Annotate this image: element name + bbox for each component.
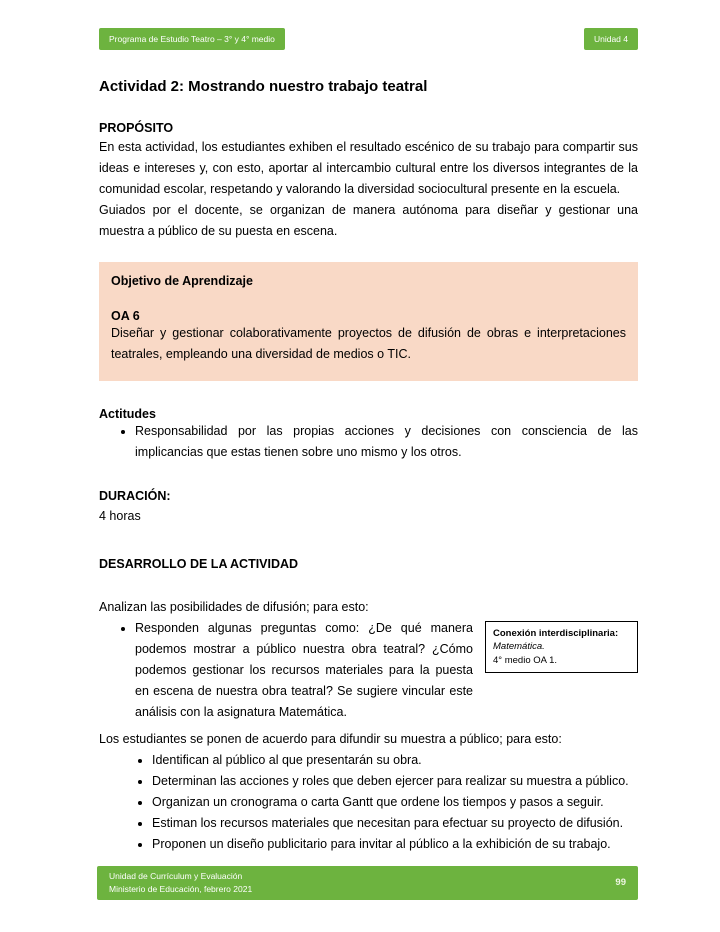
desarrollo-step-item: • Determinan las acciones y roles que deben ejercer para realizar su muestra a público.	[152, 771, 638, 792]
actitudes-heading: Actitudes	[99, 407, 156, 421]
desarrollo-step-item: • Organizan un cronograma o carta Gantt que ordene los tiempos y pasos a seguir.	[152, 792, 638, 813]
conexion-detail: 4° medio OA 1.	[493, 654, 557, 666]
desarrollo-steps-list	[99, 750, 638, 855]
desarrollo-intro-2: Los estudiantes se ponen de acuerdo para difundir su muestra a público; para esto:	[99, 732, 562, 746]
program-badge: Programa de Estudio Teatro – 3° y 4° medio	[99, 28, 285, 50]
desarrollo-row	[99, 618, 638, 723]
objetivo-text: Diseñar y gestionar colaborativamente proyectos de difusión de obras e interpretaciones teatrales, empleando una diversidad de medios o TIC.	[111, 326, 626, 361]
desarrollo-step-item: • Identifican al público al que presentarán su obra.	[152, 750, 638, 771]
conexion-title: Conexión interdisciplinaria:	[493, 628, 619, 639]
footer-institution	[109, 870, 252, 896]
unit-badge: Unidad 4	[584, 28, 638, 50]
proposito-paragraph-1: En esta actividad, los estudiantes exhiben el resultado escénico de su trabajo para compartir sus ideas e intereses y, con esto, aportar al intercambio cultural entre los diversos integrantes de la comunidad escolar, respetando y valorando la diversidad sociocultural presente en la escuela.	[99, 140, 638, 196]
duracion-heading: DURACIÓN:	[99, 489, 171, 503]
footer-line-2: Ministerio de Educación, febrero 2021	[109, 883, 253, 894]
actitudes-item: • Responsabilidad por las propias acciones y decisiones con consciencia de las implicancias que estas tienen sobre uno mismo y los otros.	[135, 421, 638, 463]
page-header	[99, 28, 638, 50]
desarrollo-bullet-column	[99, 618, 473, 723]
desarrollo-heading: DESARROLLO DE LA ACTIVIDAD	[99, 557, 299, 571]
conexion-interdisciplinaria-box	[485, 621, 638, 673]
conexion-subject: Matemática.	[493, 641, 545, 653]
proposito-heading: PROPÓSITO	[99, 121, 174, 135]
activity-title: Actividad 2: Mostrando nuestro trabajo teatral	[99, 78, 428, 95]
desarrollo-question-list	[99, 618, 473, 723]
footer-line-1: Unidad de Currículum y Evaluación	[109, 870, 243, 881]
page-footer	[97, 866, 638, 900]
page-number: 99	[615, 877, 626, 889]
objetivo-code: OA 6	[111, 309, 140, 323]
desarrollo-step-item: • Proponen un diseño publicitario para invitar al público a la exhibición de su trabajo.	[152, 834, 638, 855]
objetivo-heading: Objetivo de Aprendizaje	[111, 274, 253, 288]
desarrollo-step-item: • Estiman los recursos materiales que necesitan para efectuar su proyecto de difusión.	[152, 813, 638, 834]
duracion-value: 4 horas	[99, 509, 141, 523]
desarrollo-intro-1: Analizan las posibilidades de difusión; para esto:	[99, 600, 369, 614]
desarrollo-question-item: • Responden algunas preguntas como: ¿De qué manera podemos mostrar a público nuestra obra teatral? ¿Cómo podemos gestionar los recursos materiales para la puesta en escena de nuestra obra teatral? Se sugiere vincular este análisis con la asignatura Matemática.	[135, 618, 473, 723]
page-content	[99, 78, 638, 855]
actitudes-list	[99, 421, 638, 463]
objetivo-aprendizaje-box	[99, 262, 638, 381]
proposito-paragraph-2: Guiados por el docente, se organizan de manera autónoma para diseñar y gestionar una muestra a público de su puesta en escena.	[99, 203, 638, 238]
